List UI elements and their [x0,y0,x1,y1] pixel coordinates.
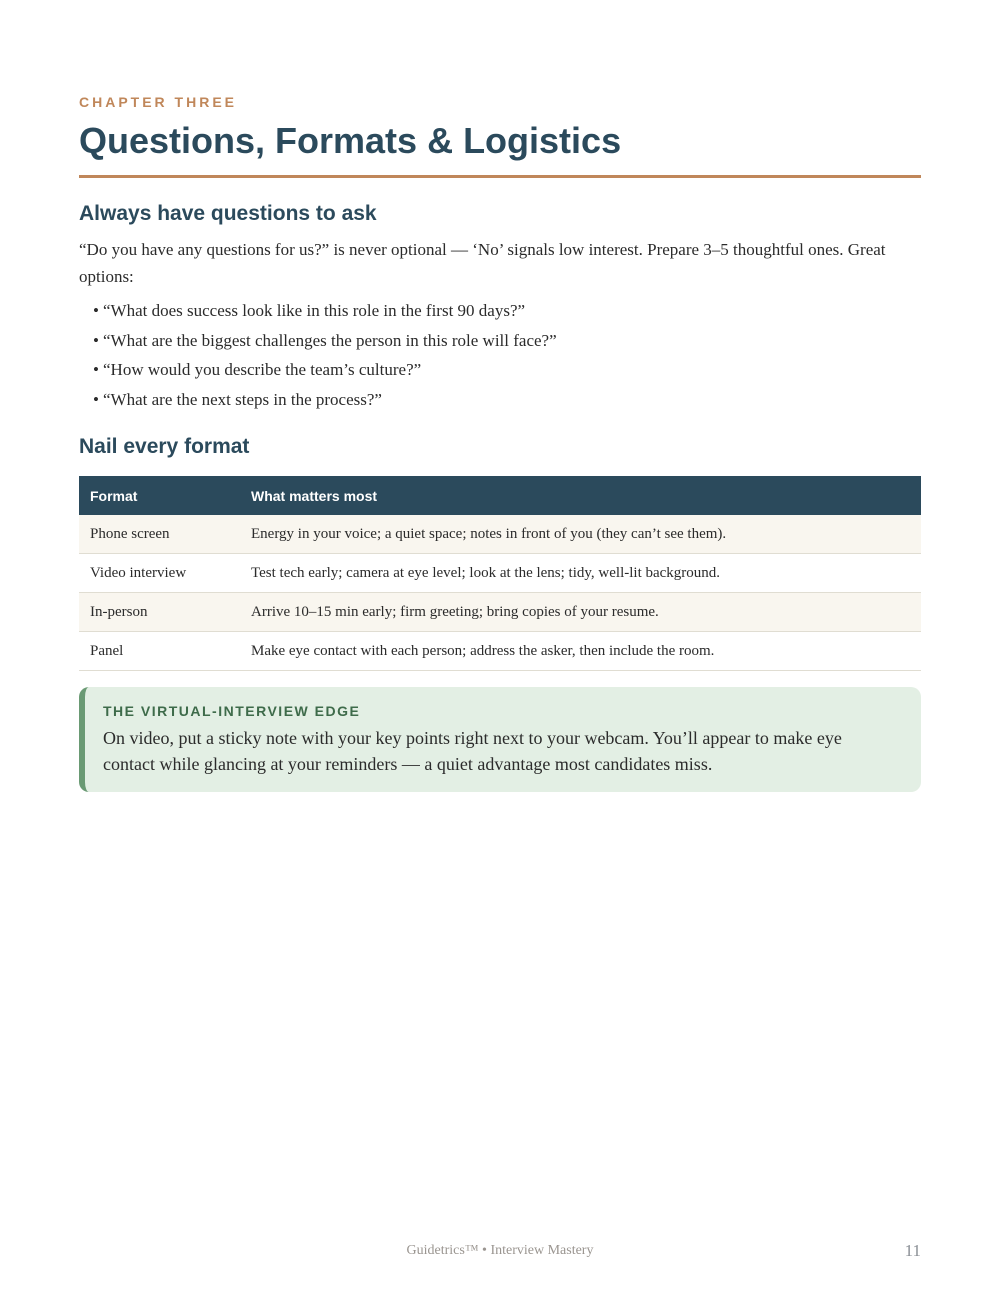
questions-heading: Always have questions to ask [79,202,377,225]
questions-intro: “Do you have any questions for us?” is never optional — ‘No’ signals low interest. Prepare 3–5 thoughtful ones. Great options: [79,240,886,286]
bullet-icon: • [93,389,99,409]
page-footer: Guidetrics™ • Interview Mastery [406,1243,594,1258]
tip-callout [79,687,921,792]
bullet-icon: • [93,301,99,320]
callout-heading: THE VIRTUAL-INTERVIEW EDGE [103,703,361,719]
bullet-icon: • [93,360,99,380]
formats-table [79,476,921,671]
format-cell: Phone screen [79,515,240,554]
formats-heading: Nail every format [79,435,250,458]
table-row [79,632,921,671]
advice-cell: Energy in your voice; a quiet space; notes in front of you (they can’t see them). [240,515,921,554]
title-divider [79,175,921,178]
list-item-text: “What are the biggest challenges the person in this role will face?” [103,330,557,350]
advice-cell: Make eye contact with each person; address the asker, then include the room. [240,632,921,671]
page-title: Questions, Formats & Logistics [79,120,622,161]
table-row [79,593,921,632]
chapter-kicker: CHAPTER THREE [79,94,238,110]
questions-list [93,296,557,414]
format-cell: Panel [79,632,240,671]
page-number: 11 [904,1241,921,1260]
list-item-text: “How would you describe the team’s culture?” [103,360,422,380]
list-item [93,296,557,326]
table-header-row [79,476,921,515]
list-item [93,355,557,385]
advice-cell: Arrive 10–15 min early; firm greeting; bring copies of your resume. [240,593,921,632]
column-header-format: Format [79,476,240,515]
table-row [79,515,921,554]
list-item-text: “What are the next steps in the process?” [103,389,382,409]
column-header-what-matters: What matters most [240,476,921,515]
table-row [79,554,921,593]
bullet-icon: • [93,330,99,350]
list-item-text: “What does success look like in this role in the first 90 days?” [103,301,526,320]
format-cell: Video interview [79,554,240,593]
advice-cell: Test tech early; camera at eye level; look at the lens; tidy, well-lit background. [240,554,921,593]
format-cell: In-person [79,593,240,632]
list-item [93,385,557,415]
callout-body: On video, put a sticky note with your key points right next to your webcam. You’ll appear to make eye contact while glancing at your reminders — a quiet advantage most candidates miss. [103,728,842,774]
list-item [93,326,557,356]
